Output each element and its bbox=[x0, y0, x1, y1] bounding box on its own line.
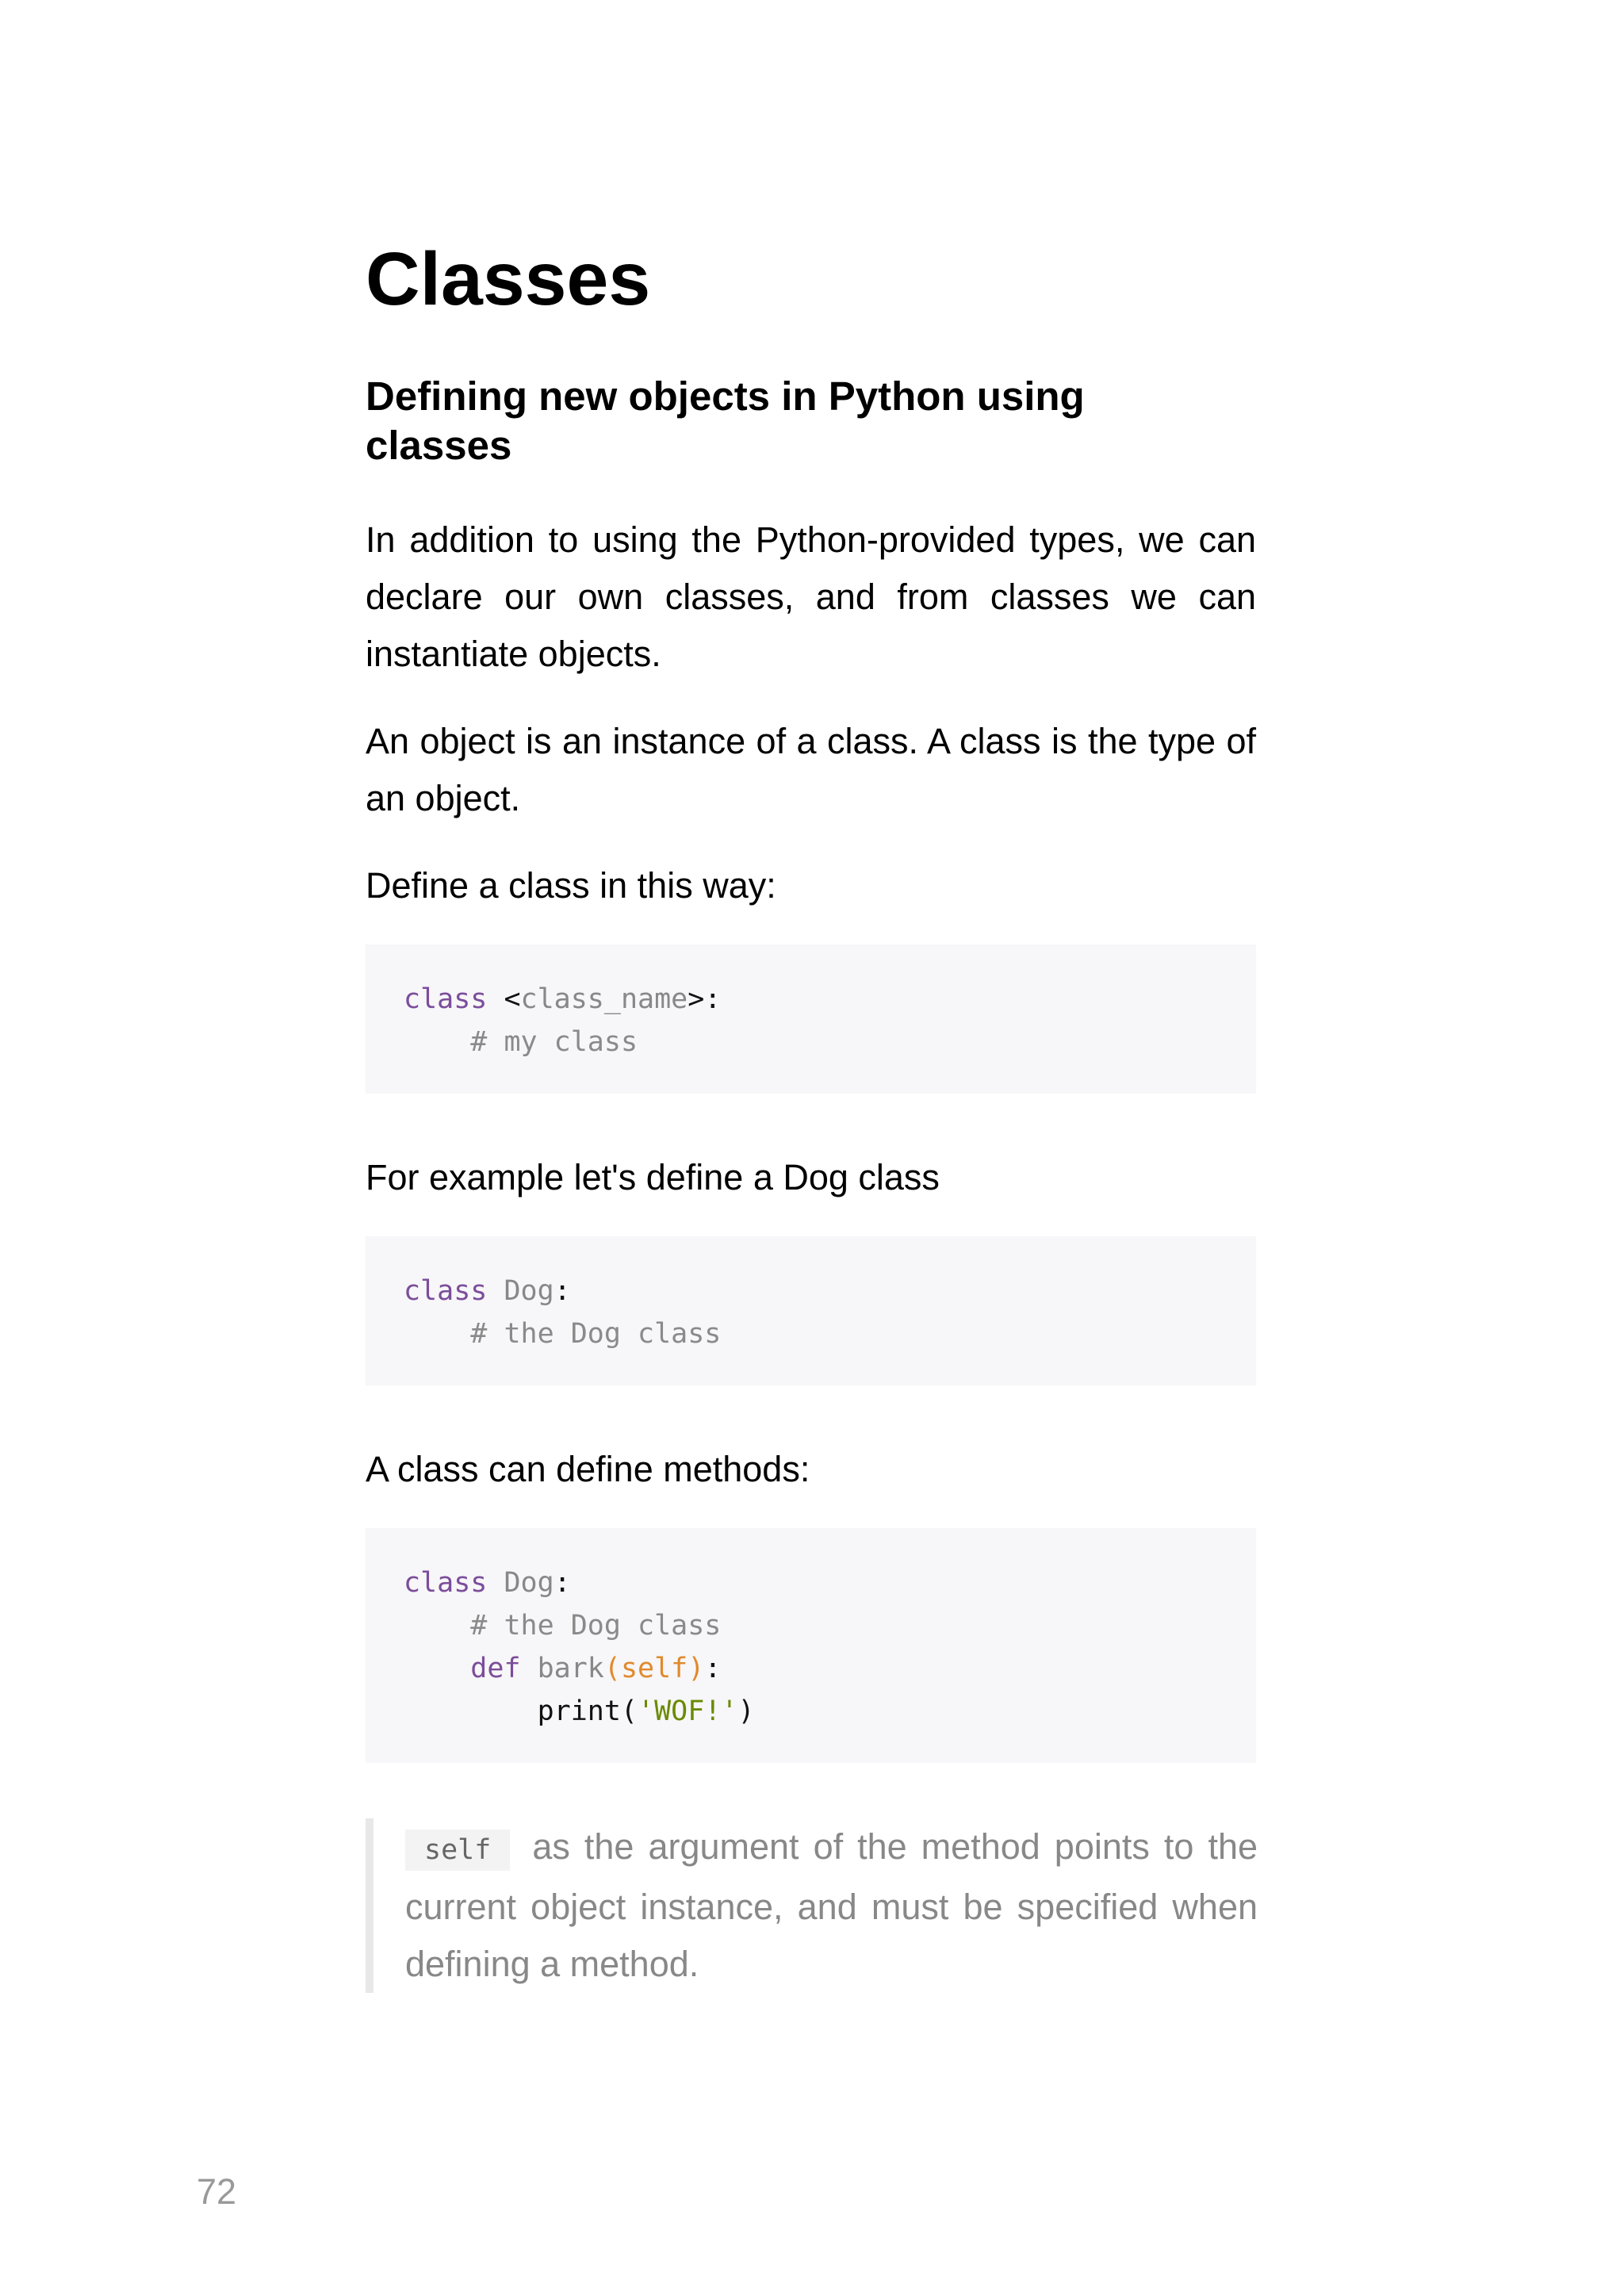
code-indent bbox=[404, 1026, 470, 1058]
page-number: 72 bbox=[197, 2171, 237, 2212]
code-comment: # my class bbox=[470, 1025, 638, 1058]
code-indent bbox=[404, 1653, 470, 1684]
code-punct: : bbox=[553, 1274, 571, 1307]
code-punct: < bbox=[504, 983, 521, 1015]
code-punct: >: bbox=[688, 983, 722, 1015]
page-content bbox=[366, 238, 1256, 1993]
code-identifier: Dog bbox=[504, 1274, 554, 1307]
code-keyword: class bbox=[404, 1274, 488, 1307]
code-block-class-syntax bbox=[366, 944, 1256, 1094]
code-params: (self) bbox=[603, 1652, 705, 1684]
paragraph-dog-example: For example let's define a Dog class bbox=[366, 1156, 940, 1197]
code-punct: ) bbox=[737, 1695, 755, 1727]
code-identifier: class_name bbox=[520, 983, 688, 1015]
code-keyword: def bbox=[470, 1652, 521, 1684]
paragraph-object-definition: An object is an instance of a class. A class is the type of an object. bbox=[366, 720, 1256, 818]
code-indent bbox=[404, 1695, 538, 1727]
paragraph-methods: A class can define methods: bbox=[366, 1448, 810, 1489]
section-subtitle: Defining new objects in Python using classes bbox=[366, 373, 1085, 468]
code-string: 'WOF!' bbox=[638, 1695, 738, 1727]
inline-code-self: self bbox=[405, 1829, 510, 1871]
code-block-dog-class bbox=[366, 1236, 1256, 1385]
code-block-dog-methods bbox=[366, 1528, 1256, 1763]
note-text: as the argument of the method points to the current object instance, and must be specified when defining a method. bbox=[405, 1826, 1258, 1984]
code-function-call: print( bbox=[537, 1695, 638, 1727]
code-identifier: bark bbox=[537, 1652, 604, 1684]
code-comment: # the Dog class bbox=[470, 1609, 722, 1642]
code-indent bbox=[404, 1318, 470, 1350]
paragraph-define-class: Define a class in this way: bbox=[366, 864, 776, 906]
page-title: Classes bbox=[366, 237, 651, 321]
code-punct: : bbox=[704, 1652, 722, 1684]
code-identifier: Dog bbox=[504, 1566, 554, 1599]
code-keyword: class bbox=[404, 1566, 488, 1599]
code-punct: : bbox=[553, 1566, 571, 1599]
note-blockquote bbox=[366, 1818, 1258, 1993]
code-keyword: class bbox=[404, 983, 488, 1015]
code-indent bbox=[404, 1610, 470, 1642]
code-comment: # the Dog class bbox=[470, 1317, 722, 1350]
paragraph-intro: In addition to using the Python-provided types, we can declare our own classes, and from classes we can instantiate objects. bbox=[366, 519, 1256, 674]
